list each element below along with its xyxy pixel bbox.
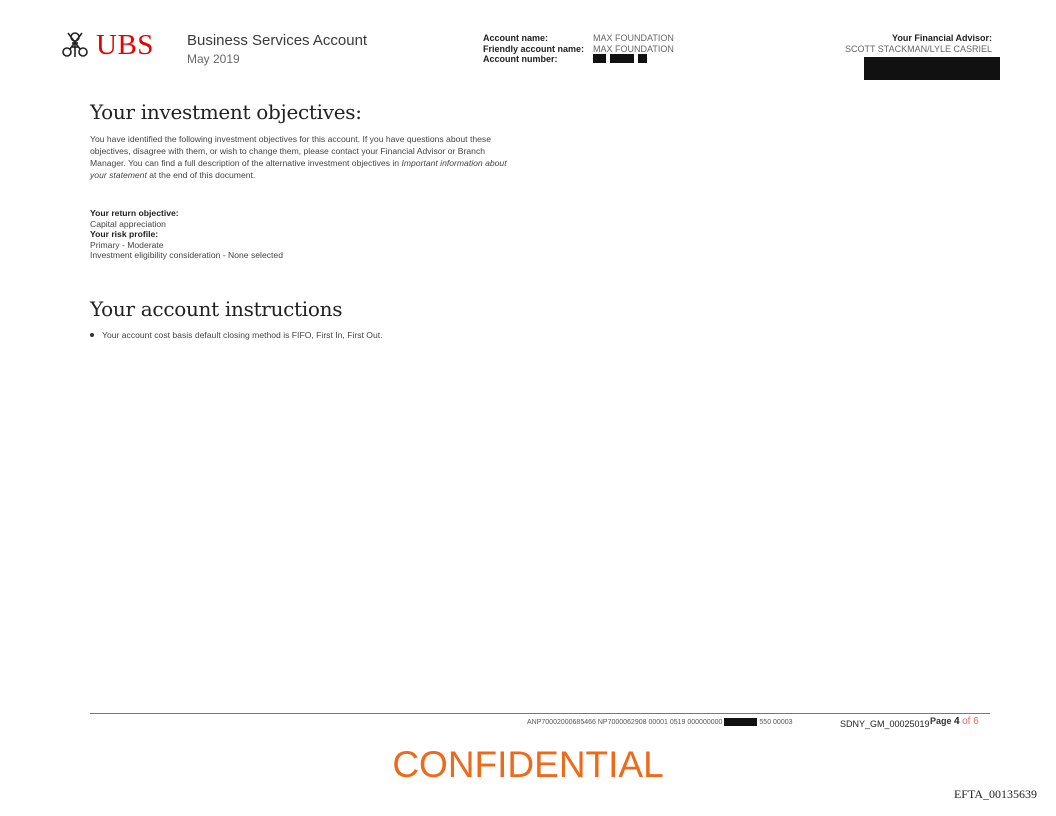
advisor-redaction bbox=[864, 57, 1000, 80]
financial-advisor bbox=[845, 33, 992, 54]
account-number-redacted bbox=[593, 54, 647, 65]
account-instructions-title: Your account instructions bbox=[90, 297, 343, 321]
efta-number: EFTA_00135639 bbox=[953, 787, 1037, 801]
account-number-label: Account number: bbox=[483, 54, 558, 64]
intro-text-1: You have identified the following investment objectives for this account. If you have questions about these objectives, disagree with them, or wish to change them, please contact your Financial Advisor or Branch Manager. You can find a full description of the alternative investment objectives in bbox=[90, 134, 491, 169]
account-info bbox=[483, 33, 674, 65]
page-label: Page bbox=[930, 716, 952, 726]
friendly-name-value: MAX FOUNDATION bbox=[593, 43, 674, 54]
footer-code-redaction bbox=[724, 718, 757, 726]
page-current: 4 bbox=[954, 716, 960, 727]
statement-date: May 2019 bbox=[187, 52, 240, 66]
advisor-label: Your Financial Advisor: bbox=[891, 33, 992, 43]
return-objective-value: Capital appreciation bbox=[90, 218, 166, 229]
ubs-logo bbox=[60, 30, 154, 60]
objectives-details bbox=[90, 208, 283, 261]
logo-text: UBS bbox=[96, 29, 154, 61]
return-objective-label: Your return objective: bbox=[90, 208, 179, 218]
account-name-label: Account name: bbox=[483, 33, 549, 43]
instruction-text: Your account cost basis default closing method is FIFO, First In, First Out. bbox=[102, 330, 383, 340]
footer-divider bbox=[90, 713, 990, 714]
intro-text-2: at the end of this document. bbox=[146, 170, 256, 181]
bullet-icon bbox=[90, 333, 94, 337]
advisor-name: SCOTT STACKMAN/LYLE CASRIEL bbox=[844, 43, 992, 54]
page-total: of 6 bbox=[962, 716, 979, 727]
risk-profile-value: Primary - Moderate bbox=[90, 239, 164, 250]
footer-code-suffix: 550 00003 bbox=[759, 718, 793, 726]
friendly-name-label: Friendly account name: bbox=[483, 43, 585, 54]
footer-code bbox=[527, 718, 793, 726]
eligibility-consideration: Investment eligibility consideration - None selected bbox=[90, 250, 283, 261]
confidential-stamp: CONFIDENTIAL bbox=[392, 744, 664, 785]
page-number bbox=[930, 716, 979, 727]
ubs-keys-icon bbox=[60, 30, 90, 60]
risk-profile-label: Your risk profile: bbox=[90, 229, 159, 240]
objectives-intro bbox=[90, 133, 510, 181]
list-item bbox=[90, 330, 383, 340]
investment-objectives-title: Your investment objectives: bbox=[90, 100, 362, 124]
account-type: Business Services Account bbox=[187, 32, 368, 49]
footer-code-prefix: ANP70002000685466 NP7000062908 00001 0519 000000000 bbox=[527, 718, 723, 726]
intro-italic: Important information about your statement bbox=[90, 158, 507, 181]
bates-number: SDNY_GM_00025019 bbox=[840, 719, 930, 729]
account-name-value: MAX FOUNDATION bbox=[593, 33, 674, 43]
